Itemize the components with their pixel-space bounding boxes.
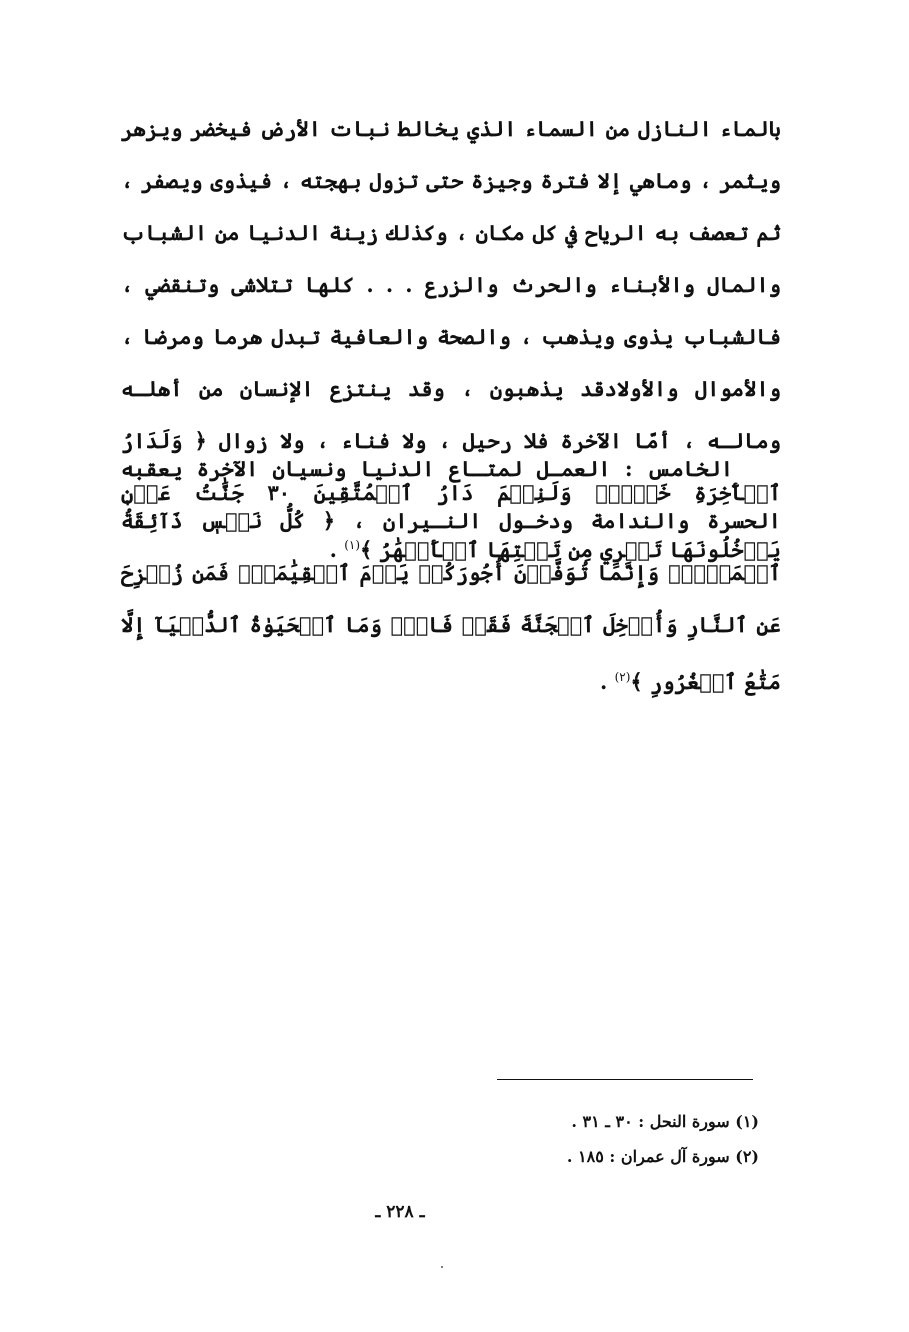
footnote-ref-1: (١) xyxy=(344,538,361,552)
quran-verse-1: ﴿ وَلَدَارُ ٱلۡأٓخِرَةِ خَيۡرٞۚ وَلَنِعۡمَ دَارُ ٱلۡمُتَّقِينَ ٣٠ جَنَّٰتُ عَدۡنٖ يَدۡخُلُونَهَا تَجۡرِي مِن تَحۡتِهَا ٱلۡأَنۡهَٰرُ ﴾ xyxy=(121,428,782,562)
footnote-2: (٢) سورة آل عمران : ١٨٥ . xyxy=(566,1147,759,1166)
footnotes xyxy=(359,1104,759,1174)
paragraph-1-body: بالماء النازل من السماء الذي يخالط نبات الأرض فيخضر ويزهر ويثمر ، وماهي إلا فترة وجيزة حتى تزول بهجته ، فيذوى ويصفر ، ثم تعصف به الرياح في كل مكان ، وكذلك زينة الدنيا من الشباب والمال والأبناء والحرث والزرع . . . كلها تتلاشى وتنقضي ، فالشباب يذوى ويذهب ، والصحة والعافية تبدل هرما ومرضا ، والأموال والأولادقد يذهبون ، وقد ينتزع الإنسان من أهلـه ومالـه ، أمّا الآخرة فلا رحيل ، ولا فناء ، ولا زوال xyxy=(121,116,782,453)
paragraph-1-end: . xyxy=(329,537,337,562)
paragraph-2-end: . xyxy=(599,669,608,694)
page-number: ـ ٢٢٨ ـ xyxy=(375,1202,425,1222)
paragraph-2-content xyxy=(121,443,781,708)
paragraph-2-lead: الخامس : العمـل لمتـاع الدنيا ونسيان الآخرة يعقبه الحسرة والندامة ودخـول النـيران ، xyxy=(121,456,781,533)
footnote-divider xyxy=(497,1079,753,1080)
scan-speck xyxy=(441,1266,443,1268)
paragraph-2 xyxy=(121,443,781,708)
quran-verse-2: ﴿ كُلُّ نَفۡسٖ ذَآئِقَةُ ٱلۡمَوۡتِۗ وَإِنَّمَا تُوَفَّوۡنَ أُجُورَكُمۡ يَوۡمَ ٱلۡقِيَٰمَةِۖ فَمَن زُحۡزِحَ عَنِ ٱلنَّارِ وَأُدۡخِلَ ٱلۡجَنَّةَ فَقَدۡ فَازَۗ وَمَا ٱلۡحَيَوٰةُ ٱلدُّنۡيَآ إِلَّا مَتَٰعُ ٱلۡغُرُورِ ﴾ xyxy=(121,508,781,694)
footnote-ref-2: (٢) xyxy=(614,670,631,684)
footnote-1: (١) سورة النحل : ٣٠ ـ ٣١ . xyxy=(571,1112,759,1131)
